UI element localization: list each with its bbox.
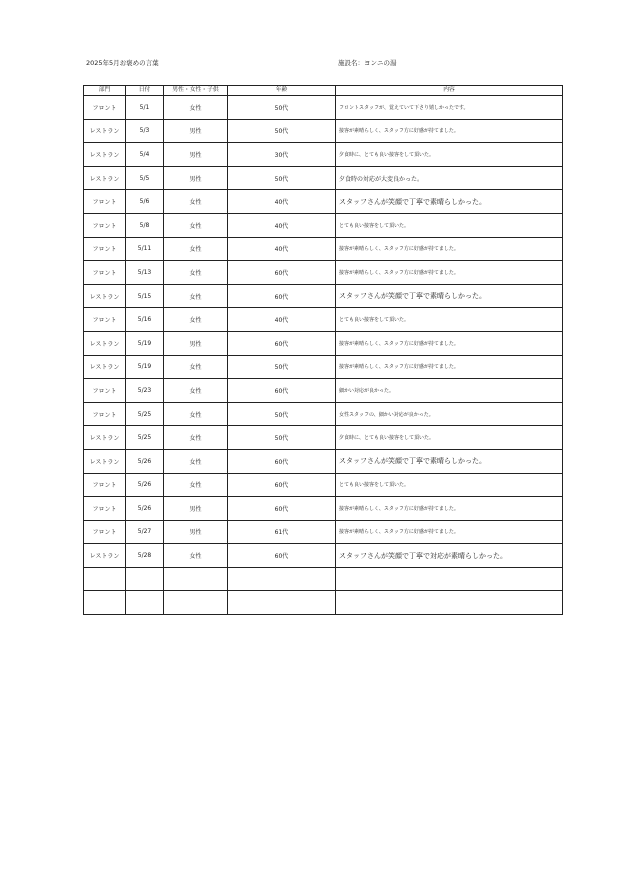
cell-department: フロント (84, 237, 126, 261)
cell-gender: 女性 (164, 426, 228, 450)
cell-content: 女性スタッフの、細かい対応が良かった。 (336, 402, 563, 426)
cell-gender: 女性 (164, 213, 228, 237)
cell-gender: 女性 (164, 237, 228, 261)
cell-department: レストラン (84, 355, 126, 379)
cell-department: フロント (84, 473, 126, 497)
cell-date: 5/19 (126, 355, 164, 379)
table-row (84, 331, 563, 355)
cell-age: 60代 (228, 449, 336, 473)
header-department: 部門 (84, 86, 126, 96)
facility-name: 施設名：ヨンニの湯 (338, 59, 397, 67)
cell-gender: 女性 (164, 402, 228, 426)
cell-age: 60代 (228, 497, 336, 521)
table-row (84, 473, 563, 497)
cell-age: 60代 (228, 331, 336, 355)
cell-date: 5/28 (126, 544, 164, 568)
cell-content: 接客が素晴らしく、スタッフ方に好感が持てました。 (336, 497, 563, 521)
cell-gender: 女性 (164, 308, 228, 332)
cell-age: 50代 (228, 355, 336, 379)
cell-gender: 男性 (164, 166, 228, 190)
table-row (84, 591, 563, 615)
cell-content: 接客が素晴らしく、スタッフ方に好感が持てました。 (336, 119, 563, 143)
header-content: 内容 (336, 86, 563, 96)
table-body (84, 96, 563, 615)
cell-age: 40代 (228, 190, 336, 214)
cell-department: レストラン (84, 119, 126, 143)
cell-date: 5/16 (126, 308, 164, 332)
cell-date: 5/26 (126, 449, 164, 473)
cell-age: 60代 (228, 261, 336, 285)
table-row (84, 449, 563, 473)
table-row (84, 190, 563, 214)
cell-content: とても良い接客をして頂いた。 (336, 308, 563, 332)
cell-date: 5/27 (126, 520, 164, 544)
cell-department (84, 567, 126, 591)
cell-gender: 女性 (164, 261, 228, 285)
cell-date: 5/6 (126, 190, 164, 214)
document-title: 2025年5月お褒めの言葉 (86, 59, 159, 67)
cell-content: スタッフさんが笑顔で丁寧で素晴らしかった。 (336, 190, 563, 214)
cell-gender: 男性 (164, 497, 228, 521)
cell-date: 5/4 (126, 143, 164, 167)
cell-content: とても良い接客をして頂いた。 (336, 213, 563, 237)
cell-gender: 女性 (164, 544, 228, 568)
cell-age: 50代 (228, 426, 336, 450)
cell-department: レストラン (84, 449, 126, 473)
table-row (84, 213, 563, 237)
cell-date: 5/26 (126, 473, 164, 497)
compliments-table (83, 85, 563, 615)
table-row (84, 96, 563, 120)
cell-age: 40代 (228, 213, 336, 237)
cell-gender: 女性 (164, 96, 228, 120)
cell-content: とても良い接客をして頂いた。 (336, 473, 563, 497)
cell-department (84, 591, 126, 615)
cell-date: 5/11 (126, 237, 164, 261)
cell-department: レストラン (84, 426, 126, 450)
cell-content: スタッフさんが笑顔で丁寧で対応が素晴らしかった。 (336, 544, 563, 568)
cell-gender (164, 591, 228, 615)
cell-age (228, 591, 336, 615)
cell-date: 5/13 (126, 261, 164, 285)
cell-content: 夕食時の対応が大変良かった。 (336, 166, 563, 190)
table-row (84, 426, 563, 450)
cell-gender: 男性 (164, 143, 228, 167)
cell-date: 5/8 (126, 213, 164, 237)
header-date: 日付 (126, 86, 164, 96)
cell-content: 細かい対応が良かった。 (336, 379, 563, 403)
table-row (84, 261, 563, 285)
cell-date: 5/3 (126, 119, 164, 143)
cell-age: 50代 (228, 119, 336, 143)
cell-age (228, 567, 336, 591)
cell-content (336, 567, 563, 591)
cell-date: 5/19 (126, 331, 164, 355)
cell-gender: 男性 (164, 331, 228, 355)
cell-age: 60代 (228, 379, 336, 403)
cell-age: 40代 (228, 237, 336, 261)
cell-department: フロント (84, 379, 126, 403)
header-gender: 男性・女性・子供 (164, 86, 228, 96)
cell-age: 60代 (228, 544, 336, 568)
table-row (84, 497, 563, 521)
cell-gender: 女性 (164, 379, 228, 403)
cell-date: 5/23 (126, 379, 164, 403)
cell-date: 5/25 (126, 426, 164, 450)
cell-department: フロント (84, 96, 126, 120)
cell-content: 接客が素晴らしく、スタッフ方に好感が持てました。 (336, 331, 563, 355)
cell-date: 5/26 (126, 497, 164, 521)
cell-department: レストラン (84, 284, 126, 308)
cell-content: 接客が素晴らしく、スタッフ方に好感が持てました。 (336, 355, 563, 379)
cell-age: 50代 (228, 96, 336, 120)
header-row (84, 86, 563, 96)
table-row (84, 166, 563, 190)
cell-age: 60代 (228, 284, 336, 308)
cell-content: スタッフさんが笑顔で丁寧で素晴らしかった。 (336, 449, 563, 473)
cell-content: 夕食時に、とても良い接客をして頂いた。 (336, 426, 563, 450)
cell-department: フロント (84, 308, 126, 332)
cell-department: フロント (84, 190, 126, 214)
table-row (84, 402, 563, 426)
cell-date (126, 567, 164, 591)
cell-department: レストラン (84, 544, 126, 568)
cell-gender: 女性 (164, 284, 228, 308)
cell-age: 60代 (228, 473, 336, 497)
table-row (84, 520, 563, 544)
cell-age: 40代 (228, 308, 336, 332)
table-row (84, 379, 563, 403)
cell-department: フロント (84, 213, 126, 237)
cell-department: フロント (84, 402, 126, 426)
cell-department: フロント (84, 497, 126, 521)
table-row (84, 567, 563, 591)
table-row (84, 308, 563, 332)
cell-content: 接客が素晴らしく、スタッフ方に好感が持てました。 (336, 237, 563, 261)
cell-age: 30代 (228, 143, 336, 167)
cell-gender: 女性 (164, 190, 228, 214)
cell-date: 5/15 (126, 284, 164, 308)
cell-content: スタッフさんが笑顔で丁寧で素晴らしかった。 (336, 284, 563, 308)
cell-age: 50代 (228, 402, 336, 426)
cell-department: レストラン (84, 331, 126, 355)
table-row (84, 143, 563, 167)
cell-date: 5/5 (126, 166, 164, 190)
cell-gender: 女性 (164, 355, 228, 379)
cell-gender: 女性 (164, 473, 228, 497)
cell-date: 5/25 (126, 402, 164, 426)
cell-department: レストラン (84, 143, 126, 167)
cell-content: 接客が素晴らしく、スタッフ方に好感が持てました。 (336, 520, 563, 544)
cell-content: 接客が素晴らしく、スタッフ方に好感が持てました。 (336, 261, 563, 285)
table-row (84, 237, 563, 261)
cell-gender: 男性 (164, 520, 228, 544)
cell-content: フロントスタッフが、覚えていて下さり嬉しかったです。 (336, 96, 563, 120)
table-row (84, 284, 563, 308)
cell-content: 夕食時に、とても良い接客をして頂いた。 (336, 143, 563, 167)
header-age: 年齢 (228, 86, 336, 96)
cell-gender: 女性 (164, 449, 228, 473)
cell-department: フロント (84, 520, 126, 544)
cell-age: 61代 (228, 520, 336, 544)
table-row (84, 544, 563, 568)
cell-gender (164, 567, 228, 591)
cell-date: 5/1 (126, 96, 164, 120)
cell-age: 50代 (228, 166, 336, 190)
cell-content (336, 591, 563, 615)
table-row (84, 355, 563, 379)
cell-department: レストラン (84, 166, 126, 190)
cell-department: フロント (84, 261, 126, 285)
cell-date (126, 591, 164, 615)
cell-gender: 男性 (164, 119, 228, 143)
table-row (84, 119, 563, 143)
